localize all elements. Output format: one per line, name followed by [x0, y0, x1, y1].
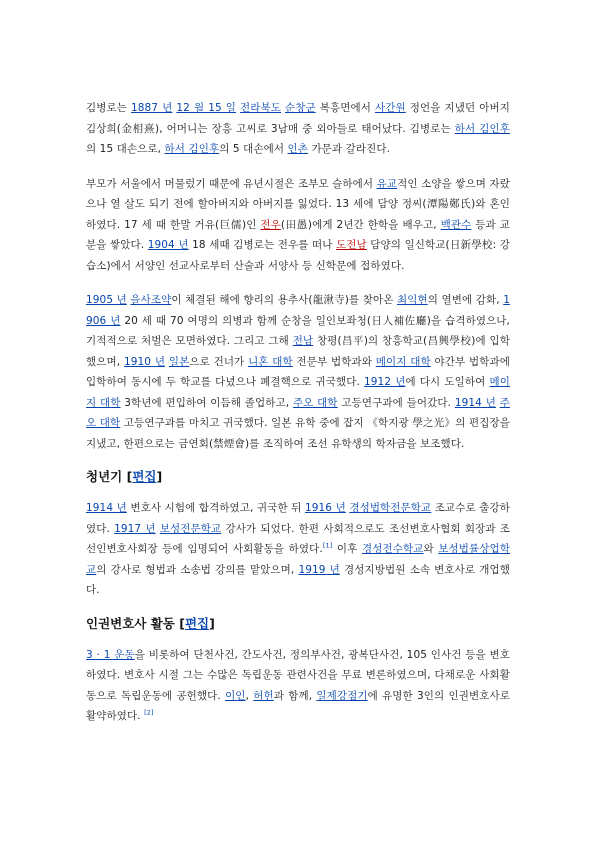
article-body	[86, 98, 510, 741]
text-run: 등과 교분을 쌓았다.	[86, 218, 510, 251]
text-run: 을 비롯하여 단천사건, 간도사건, 정의부사건, 광복단사건, 105 인사건 등을 변호하였다. 변호사 시절 그는 수많은 독립운동 관련사건을 무료 변론하였으며, 다채로운 사회활동으로 독립운동에 공헌했다.	[86, 648, 510, 702]
edit-section-link[interactable]: 편집	[132, 469, 157, 484]
text-run: 적인 소양을 쌓으며 자랐으나 열 살도 되기 전에 할아버지와 아버지를 잃었다. 13 세에 담양 정씨(潭陽鄭氏)와 혼인하였다. 17 세 때 한말 거유(巨儒)인	[86, 177, 510, 231]
wiki-link[interactable]: 1916 년	[304, 502, 346, 514]
text-run: 경성지방법원 소속 변호사로 개업했다.	[86, 563, 510, 596]
text-run: 에 유명한 3인의 인권변호사로 활약하였다.	[86, 689, 510, 722]
edit-bracket-close: ]	[156, 469, 163, 484]
wiki-link[interactable]: 일본	[168, 355, 190, 368]
edit-section-link[interactable]: 편집	[184, 615, 210, 631]
text-run: 이후	[332, 543, 362, 555]
wiki-link[interactable]: 1905 년	[86, 294, 127, 306]
text-run: (田愚)에게 2년간 한학을 배우고,	[280, 218, 441, 231]
wiki-link[interactable]: 12 월 15 일	[176, 102, 237, 114]
wiki-link[interactable]: 사간원	[375, 102, 406, 114]
wiki-link[interactable]: 1906 년	[86, 294, 510, 327]
paragraph	[86, 498, 510, 601]
wiki-link[interactable]: 니혼 대학	[248, 355, 293, 368]
wiki-link[interactable]: 전남	[292, 335, 314, 347]
text-run: 김병로는	[86, 102, 131, 114]
text-run: 고등연구과를 마치고 귀국했다. 일본 유학 중에 잡지 《학지광 學之光》의 편집장을 지냈고, 한편으로는 금연회(禁煙會)를 조직하여 조선 유학생의 학자금을 보조했다.	[86, 417, 511, 450]
edit-bracket-open: [	[126, 469, 133, 484]
text-run: 20 세 때 70 여명의 의병과 함께 순창을 일인보좌청(日人補佐廳)을 습격하였으나, 기적적으로 처벌은 모면하였다. 그리고 그해	[86, 314, 510, 347]
wiki-link[interactable]: 을사조약	[130, 294, 172, 306]
paragraph	[86, 290, 510, 454]
wiki-link[interactable]: 1917 년	[114, 522, 156, 535]
text-run: 에 다시 도일하여	[405, 376, 490, 388]
wiki-link[interactable]: 일제강점기	[316, 689, 368, 702]
text-run: 가문과 갈라진다.	[308, 143, 391, 155]
wiki-link[interactable]: 메이지 대학	[86, 376, 510, 409]
text-run: 강사가 되었다. 한편 사회적으로도 조선변호사협회 회장과 조선인변호사회장 등에 임명되어 사회활동을 하였다.	[86, 522, 510, 555]
text-run: 3학년에 편입하여 이듬해 졸업하고,	[120, 396, 293, 409]
wiki-link[interactable]: 주오 대학	[292, 396, 338, 409]
wiki-link[interactable]: 경성법학전문학교	[349, 502, 432, 514]
text-run: 고등연구과에 들어갔다.	[337, 396, 455, 409]
text-run: 으로 건너가	[189, 355, 249, 368]
edit-bracket-close: ]	[209, 615, 215, 631]
text-run: 조교수로 출강하였다.	[86, 502, 510, 535]
section-heading	[86, 615, 510, 633]
wiki-link[interactable]: 경성전수학교	[362, 543, 424, 555]
wiki-link[interactable]: 인촌	[287, 143, 308, 155]
text-run: 부모가 서울에서 머물렀기 때문에 유년시절은 조부모 슬하에서	[86, 177, 377, 190]
wiki-link[interactable]: 3 · 1 운동	[86, 648, 135, 661]
text-run: ,	[245, 689, 254, 702]
text-run: 의 15 대손으로,	[86, 143, 165, 155]
section-heading	[86, 468, 510, 486]
edit-bracket-open: [	[179, 615, 185, 631]
text-run: 의 열변에 감화,	[427, 294, 504, 306]
wiki-link[interactable]: 1904 년	[147, 239, 189, 251]
wiki-link[interactable]: 순창군	[285, 102, 316, 114]
wiki-link[interactable]: 보성법률상업학교	[86, 543, 510, 576]
section-heading-text: 인권변호사 활동	[86, 615, 175, 631]
wiki-link[interactable]: 전라북도	[240, 102, 282, 114]
text-run: 변호사 시험에 합격하였고, 귀국한 뒤	[126, 502, 305, 514]
text-run: 창평(昌平)의 창흥학교(昌興學校)에 입학했으며,	[86, 335, 510, 368]
wiki-link[interactable]: 보성전문학교	[159, 522, 222, 535]
text-run: 의 5 대손에서	[219, 143, 288, 155]
paragraph	[86, 174, 510, 277]
wiki-link[interactable]: 하서 김인후	[454, 122, 510, 135]
text-run: 전문부 법학과와	[292, 355, 376, 368]
missing-article-link[interactable]: 도전남	[336, 239, 367, 251]
reference-link[interactable]: [1]	[322, 541, 333, 550]
wiki-link[interactable]: 최익현	[396, 294, 428, 306]
text-run: 과 함께,	[273, 689, 317, 702]
wiki-link[interactable]: 주오 대학	[86, 396, 510, 429]
reference-sup	[323, 542, 333, 550]
wiki-link[interactable]: 이인	[225, 689, 246, 702]
wiki-link[interactable]: 유교	[376, 177, 398, 190]
text-run: 이 체결된 해에 향리의 용추사(龍湫寺)를 찾아온	[171, 294, 397, 306]
text-run: 정언을 지냈던 아버지 김상희(金相熹), 어머니는 장흥 고씨로 3남매 중 외아들로 태어났다. 김병로는	[86, 102, 510, 135]
paragraph	[86, 645, 510, 727]
wiki-link[interactable]: 1919 년	[298, 563, 340, 576]
wiki-link[interactable]: 1910 년	[123, 355, 166, 368]
wiki-link[interactable]: 1914 년	[454, 396, 496, 409]
text-run: 18 세때 김병로는 전우를 떠나	[188, 239, 337, 251]
section-heading-text: 청년기	[86, 469, 123, 484]
text-run: 와	[423, 543, 439, 555]
reference-link[interactable]: [2]	[144, 708, 154, 717]
wiki-link[interactable]: 1912 년	[364, 376, 406, 388]
wiki-link[interactable]: 메이지 대학	[375, 355, 431, 368]
text-run: 의 강사로 형법과 소송법 강의를 맡았으며,	[96, 563, 299, 576]
paragraph	[86, 98, 510, 160]
wiki-link[interactable]: 하서 김인후	[164, 143, 220, 155]
text-run: 야간부 법학과에 입학하여 동시에 두 학교를 다녔으나 폐결핵으로 귀국했다.	[86, 355, 510, 388]
wiki-link[interactable]: 허헌	[253, 689, 274, 702]
missing-article-link[interactable]: 전우	[260, 218, 281, 231]
wiki-link[interactable]: 1887 년	[130, 102, 173, 114]
reference-sup	[144, 709, 154, 717]
wiki-link[interactable]: 백관수	[440, 218, 472, 231]
text-run: 복흥면에서	[315, 102, 375, 114]
text-run: 담양의 일신학교(日新學校: 강습소)에서 서양인 선교사로부터 산술과 서양사 등 신학문에 접하였다.	[86, 239, 511, 272]
wiki-link[interactable]: 1914 년	[86, 502, 127, 514]
